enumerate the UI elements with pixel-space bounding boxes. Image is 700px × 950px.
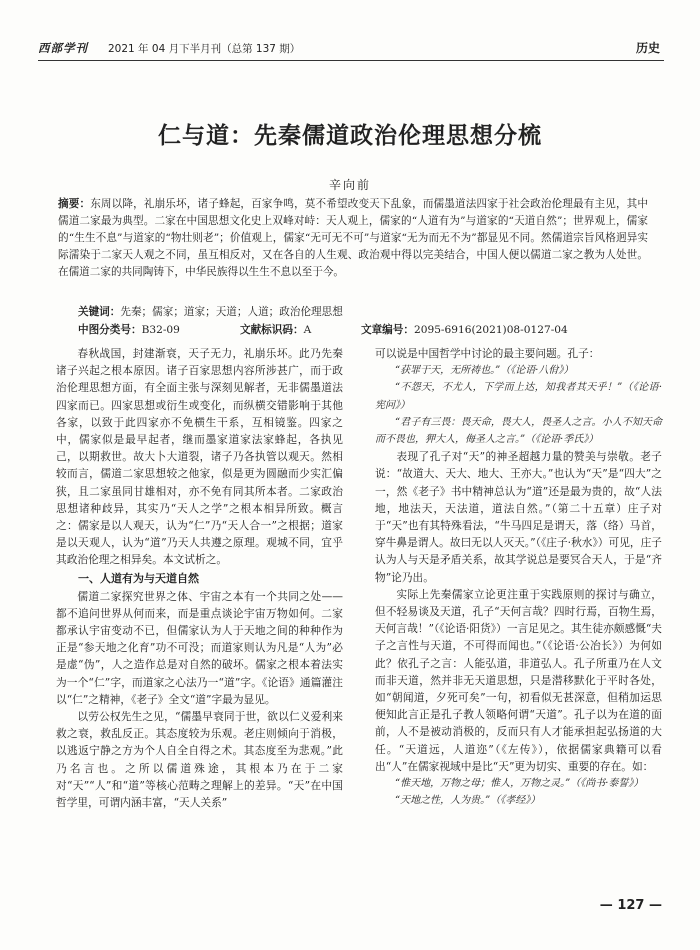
clc-value: B32-09 — [141, 324, 180, 336]
keywords — [78, 304, 648, 319]
header-rule — [38, 60, 664, 61]
paragraph: 儒道二家探究世界之体、宇宙之本有一个共同之处——都不追问世界从何而来，而是重点谈论宇宙万物如何。二家都承认宇宙变动不已，但儒家认为人于天地之间的种种作为正是“参天地之化育”功不可没；而道家则认为凡是“人为”必是虚“伪”，人之造作总是对自然的破坏。儒家之根本着法实为一个“仁”字，而道家之心法乃一“道”字。《论语》通篇灌注以“仁”之精神，《老子》全文“道”字最为显见。 — [56, 589, 343, 706]
section-heading: 一、人道有为与天道自然 — [78, 571, 199, 585]
paragraph: 表现了孔子对“天”的神圣超越力量的赞美与崇敬。老子说：“故道大、天大、地大、王亦大。”也认为“天”是“四大”之一，然《老子》书中精神总认为“道”还是最为贵的，故“人法地，地法天，天法道，道法自然。”（第二十五章）庄子对于“天”也有其特殊看法，“牛马四足是谓天，落（络）马首，穿牛鼻是谓人。故曰无以人灭天。”（《庄子·秋水》）可见，庄子认为人与天是矛盾关系，故其学说总是要冥合天人，于是“齐物”论乃出。 — [375, 450, 662, 584]
clc-number — [78, 322, 180, 337]
body-column-right — [375, 345, 662, 809]
clc-label: 中图分类号： — [78, 324, 142, 336]
doc-label: 文献标识码： — [240, 324, 304, 336]
section-name: 历史 — [635, 41, 660, 55]
quotation: “惟天地，万物之母；惟人，万物之灵。”（《尚书·泰誓》） — [395, 778, 644, 790]
page-number: — 127 — — [599, 898, 662, 913]
quotation: “获罪于天，无所祷也。”（《论语·八佾》） — [395, 365, 574, 377]
paragraph: 春秋战国，封建渐衰，天子无力，礼崩乐坏。此乃先秦诸子兴起之根本原因。诸子百家思想内容所涉甚广，而于政治伦理思想方面，有全面主张与深刻见解者，无非儒墨道法四家而已。四家思想或衍生或变化，而纵横交错影响于其他各家，以致于此四家亦不免横生干系，互相镜鉴。四家之中，儒家似是最早起者，继而墨家道家法家蜂起，各执见己，以期救世。故大卜大道裂，诸子乃各执管以观天。然相较而言，儒道二家思想较之他家，似是更为圆融而少实汇偏狭，且二家虽同甘雄相对，亦不免有同其所本者。二家政治思想诸种歧异，其实乃“天人之学”之根本相异所致。概言之：儒家是以人观天，认为“仁”乃“天人合一”之根据；道家是以天观人，认为“道”乃天人共遵之原理。观城不同，宜乎其政治伦理之相异矣。本文试析之。 — [56, 347, 343, 567]
abstract-text: 东周以降，礼崩乐坏，诸子蜂起，百家争鸣，莫不希望改变天下乱象，而儒墨道法四家于社会政治伦理最有主见，其中儒道二家最为典型。二家在中国思想文化史上双峰对峙：天人观上，儒家的“人道有为”与道家的“天道自然”；世界观上，儒家的“生生不息”与道家的“物壮则老”；价值观上，儒家“无可无不可”与道家“无为而无不为”都显见不同。然儒道宗旨风格迥异实际濡染于二家天人观之不同，虽互相反对，又在各自的人生观、政治观中得以完美结合，中国人便以儒道二家之教为人处世。在儒道二家的共同陶铸下，中华民族得以生生不息以至于今。 — [58, 198, 649, 278]
issue-info: 2021 年 04 月下半月刊（总第 137 期） — [108, 43, 301, 55]
article-label: 文章编号： — [361, 324, 414, 336]
keywords-text: 先秦；儒家；道家；天道；人道；政治伦理思想 — [120, 306, 343, 318]
doc-code — [240, 322, 311, 337]
paragraph: 实际上先秦儒家立论更注重于实践原则的探讨与确立，但不轻易谈及天道，孔子“天何言哉？四时行焉，百物生焉，天何言哉！”（《论语·阳货》）一言足见之。其生徒亦颇感慨“夫子之言性与天道，不可得而闻也。”（《论语·公冶长》）为何如此？依孔子之言：人能弘道，非道弘人。孔子所重乃在人文而非天道，然并非无天道思想，只是潜移默化于平时各处，如“朝闻道，夕死可矣”一句，初看似无甚深意，但稍加运思便知此言正是孔子教人领略何谓“天道”。孔子以为在道的面前，人不是被动消极的，反而只有人才能承担起弘扬道的大任。“天道远，人道迩”（《左传》），依据儒家典籍可以看出“人”在儒家视域中是比“天”更为切实、重要的存在。如： — [375, 587, 662, 773]
abstract-label: 摘要： — [58, 198, 91, 210]
doc-value: A — [303, 324, 312, 336]
quotation: “君子有三畏：畏天命，畏大人，畏圣人之言。小人不知天命而不畏也，狎大人，侮圣人之言。”（《论语·季氏》） — [375, 416, 662, 446]
author-name: 辛向前 — [328, 178, 371, 192]
journal-name: 西部学刊 — [38, 41, 88, 55]
running-header — [38, 38, 664, 60]
article-number — [361, 322, 568, 337]
article-value: 2095-6916(2021)08-0127-04 — [413, 324, 568, 336]
paragraph: 可以说是中国哲学中讨论的最主要问题。孔子： — [375, 347, 600, 360]
keywords-label: 关键词： — [78, 306, 121, 318]
quotation: “不怨天，不尤人，下学而上达，知我者其天乎！”（《论语·宪问》） — [375, 382, 662, 411]
paragraph: 以劳公权先生之见，“儒墨早衰同于世，欲以仁义爱利来救之衰，救乱反正。其态度较为乐观。老庄则倾向于消极，以逃返宁静之方为个人自全自得之术。其态度至为悲观。”此乃名言也。之所以儒道殊途，其根本乃在于二家对“天”“人”和“道”等核心范畴之理解上的差异。“天”在中国哲学里，可谓内涵丰富，“天人关系” — [56, 710, 343, 810]
article-title: 仁与道：先秦儒道政治伦理思想分梳 — [158, 122, 542, 149]
body-column-left — [56, 345, 343, 811]
article-meta — [78, 322, 648, 338]
abstract — [58, 196, 648, 281]
quotation: “天地之性，人为贵。”（《孝经》） — [395, 795, 541, 807]
